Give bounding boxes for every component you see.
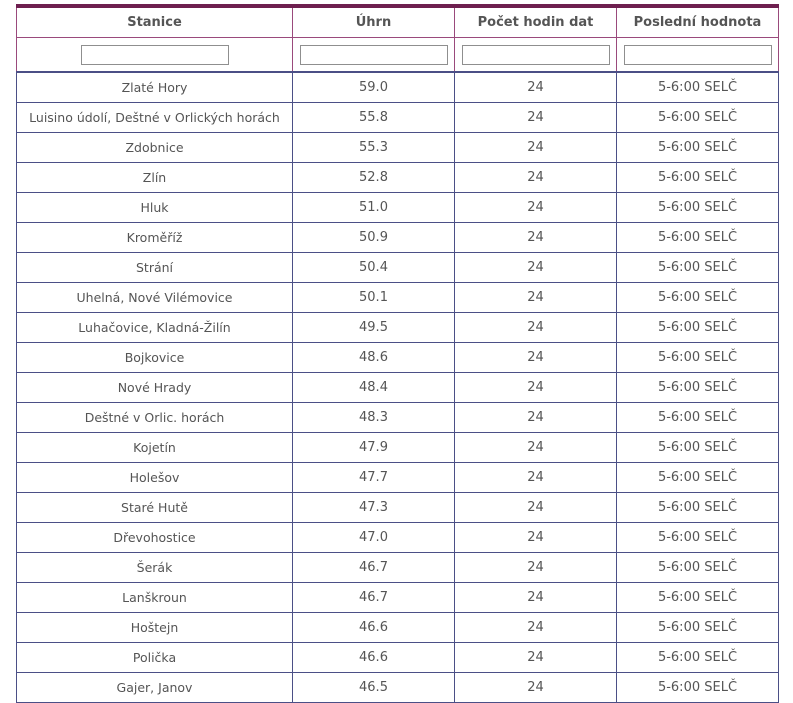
- cell-stanice: Zdobnice: [17, 133, 293, 163]
- cell-posledni-hodnota: 5-6:00 SELČ: [617, 433, 779, 463]
- cell-uhrn: 48.4: [293, 373, 455, 403]
- cell-posledni-hodnota: 5-6:00 SELČ: [617, 403, 779, 433]
- table-row: [17, 343, 779, 373]
- column-header-stanice[interactable]: Stanice: [17, 6, 293, 38]
- filter-input-pocet-hodin-dat[interactable]: [462, 45, 610, 65]
- cell-posledni-hodnota: 5-6:00 SELČ: [617, 583, 779, 613]
- table-row: [17, 403, 779, 433]
- cell-stanice: Uhelná, Nové Vilémovice: [17, 283, 293, 313]
- table-body: [17, 72, 779, 703]
- cell-uhrn: 48.6: [293, 343, 455, 373]
- precipitation-table: [16, 4, 779, 703]
- cell-uhrn: 59.0: [293, 72, 455, 103]
- table-row: [17, 643, 779, 673]
- cell-pocet-hodin-dat: 24: [455, 103, 617, 133]
- cell-stanice: Luhačovice, Kladná-Žilín: [17, 313, 293, 343]
- cell-pocet-hodin-dat: 24: [455, 283, 617, 313]
- cell-posledni-hodnota: 5-6:00 SELČ: [617, 373, 779, 403]
- table-row: [17, 673, 779, 703]
- column-header-pocet-hodin-dat[interactable]: Počet hodin dat: [455, 6, 617, 38]
- filter-cell-pocet-hodin-dat: [455, 38, 617, 73]
- cell-pocet-hodin-dat: 24: [455, 493, 617, 523]
- table-row: [17, 223, 779, 253]
- table-row: [17, 103, 779, 133]
- cell-uhrn: 47.0: [293, 523, 455, 553]
- column-header-uhrn[interactable]: Úhrn: [293, 6, 455, 38]
- cell-posledni-hodnota: 5-6:00 SELČ: [617, 523, 779, 553]
- cell-posledni-hodnota: 5-6:00 SELČ: [617, 133, 779, 163]
- cell-posledni-hodnota: 5-6:00 SELČ: [617, 613, 779, 643]
- cell-pocet-hodin-dat: 24: [455, 343, 617, 373]
- cell-uhrn: 46.6: [293, 613, 455, 643]
- cell-pocet-hodin-dat: 24: [455, 373, 617, 403]
- cell-pocet-hodin-dat: 24: [455, 72, 617, 103]
- cell-uhrn: 52.8: [293, 163, 455, 193]
- cell-stanice: Strání: [17, 253, 293, 283]
- cell-stanice: Deštné v Orlic. horách: [17, 403, 293, 433]
- cell-posledni-hodnota: 5-6:00 SELČ: [617, 283, 779, 313]
- cell-pocet-hodin-dat: 24: [455, 433, 617, 463]
- filter-input-stanice[interactable]: [81, 45, 229, 65]
- cell-pocet-hodin-dat: 24: [455, 253, 617, 283]
- cell-pocet-hodin-dat: 24: [455, 403, 617, 433]
- cell-stanice: Gajer, Janov: [17, 673, 293, 703]
- cell-pocet-hodin-dat: 24: [455, 583, 617, 613]
- cell-posledni-hodnota: 5-6:00 SELČ: [617, 103, 779, 133]
- table-row: [17, 133, 779, 163]
- cell-stanice: Hoštejn: [17, 613, 293, 643]
- cell-uhrn: 46.7: [293, 583, 455, 613]
- cell-uhrn: 46.6: [293, 643, 455, 673]
- column-header-posledni-hodnota[interactable]: Poslední hodnota: [617, 6, 779, 38]
- table-row: [17, 583, 779, 613]
- table-row: [17, 253, 779, 283]
- cell-posledni-hodnota: 5-6:00 SELČ: [617, 253, 779, 283]
- table-row: [17, 463, 779, 493]
- cell-stanice: Nové Hrady: [17, 373, 293, 403]
- cell-stanice: Luisino údolí, Deštné v Orlických horách: [17, 103, 293, 133]
- cell-posledni-hodnota: 5-6:00 SELČ: [617, 673, 779, 703]
- cell-stanice: Holešov: [17, 463, 293, 493]
- cell-stanice: Kojetín: [17, 433, 293, 463]
- cell-uhrn: 47.3: [293, 493, 455, 523]
- cell-pocet-hodin-dat: 24: [455, 313, 617, 343]
- cell-stanice: Hluk: [17, 193, 293, 223]
- cell-uhrn: 50.4: [293, 253, 455, 283]
- table-row: [17, 523, 779, 553]
- filter-input-uhrn[interactable]: [300, 45, 448, 65]
- cell-pocet-hodin-dat: 24: [455, 133, 617, 163]
- filter-cell-stanice: [17, 38, 293, 73]
- cell-pocet-hodin-dat: 24: [455, 643, 617, 673]
- cell-posledni-hodnota: 5-6:00 SELČ: [617, 313, 779, 343]
- cell-uhrn: 50.9: [293, 223, 455, 253]
- table-row: [17, 313, 779, 343]
- cell-uhrn: 55.8: [293, 103, 455, 133]
- cell-pocet-hodin-dat: 24: [455, 193, 617, 223]
- filter-cell-posledni-hodnota: [617, 38, 779, 73]
- cell-stanice: Šerák: [17, 553, 293, 583]
- table-row: [17, 283, 779, 313]
- cell-uhrn: 47.7: [293, 463, 455, 493]
- table-row: [17, 493, 779, 523]
- cell-stanice: Bojkovice: [17, 343, 293, 373]
- cell-posledni-hodnota: 5-6:00 SELČ: [617, 643, 779, 673]
- table-row: [17, 433, 779, 463]
- cell-pocet-hodin-dat: 24: [455, 463, 617, 493]
- cell-posledni-hodnota: 5-6:00 SELČ: [617, 163, 779, 193]
- cell-posledni-hodnota: 5-6:00 SELČ: [617, 493, 779, 523]
- filter-cell-uhrn: [293, 38, 455, 73]
- cell-uhrn: 50.1: [293, 283, 455, 313]
- cell-posledni-hodnota: 5-6:00 SELČ: [617, 193, 779, 223]
- filter-row: [17, 38, 779, 73]
- table-row: [17, 553, 779, 583]
- table-row: [17, 72, 779, 103]
- cell-posledni-hodnota: 5-6:00 SELČ: [617, 343, 779, 373]
- cell-posledni-hodnota: 5-6:00 SELČ: [617, 553, 779, 583]
- filter-input-posledni-hodnota[interactable]: [624, 45, 772, 65]
- table-row: [17, 193, 779, 223]
- cell-pocet-hodin-dat: 24: [455, 163, 617, 193]
- cell-uhrn: 48.3: [293, 403, 455, 433]
- cell-uhrn: 46.5: [293, 673, 455, 703]
- cell-pocet-hodin-dat: 24: [455, 223, 617, 253]
- cell-uhrn: 47.9: [293, 433, 455, 463]
- cell-posledni-hodnota: 5-6:00 SELČ: [617, 72, 779, 103]
- cell-pocet-hodin-dat: 24: [455, 553, 617, 583]
- table-row: [17, 613, 779, 643]
- data-table-container: [16, 4, 778, 703]
- table-row: [17, 373, 779, 403]
- table-header: [17, 6, 779, 72]
- cell-pocet-hodin-dat: 24: [455, 523, 617, 553]
- cell-stanice: Zlín: [17, 163, 293, 193]
- header-row: [17, 6, 779, 38]
- cell-stanice: Polička: [17, 643, 293, 673]
- cell-uhrn: 55.3: [293, 133, 455, 163]
- cell-stanice: Dřevohostice: [17, 523, 293, 553]
- cell-pocet-hodin-dat: 24: [455, 673, 617, 703]
- cell-uhrn: 49.5: [293, 313, 455, 343]
- cell-stanice: Lanškroun: [17, 583, 293, 613]
- cell-stanice: Staré Hutě: [17, 493, 293, 523]
- cell-posledni-hodnota: 5-6:00 SELČ: [617, 223, 779, 253]
- cell-pocet-hodin-dat: 24: [455, 613, 617, 643]
- table-row: [17, 163, 779, 193]
- cell-stanice: Kroměříž: [17, 223, 293, 253]
- cell-posledni-hodnota: 5-6:00 SELČ: [617, 463, 779, 493]
- cell-uhrn: 51.0: [293, 193, 455, 223]
- cell-uhrn: 46.7: [293, 553, 455, 583]
- cell-stanice: Zlaté Hory: [17, 72, 293, 103]
